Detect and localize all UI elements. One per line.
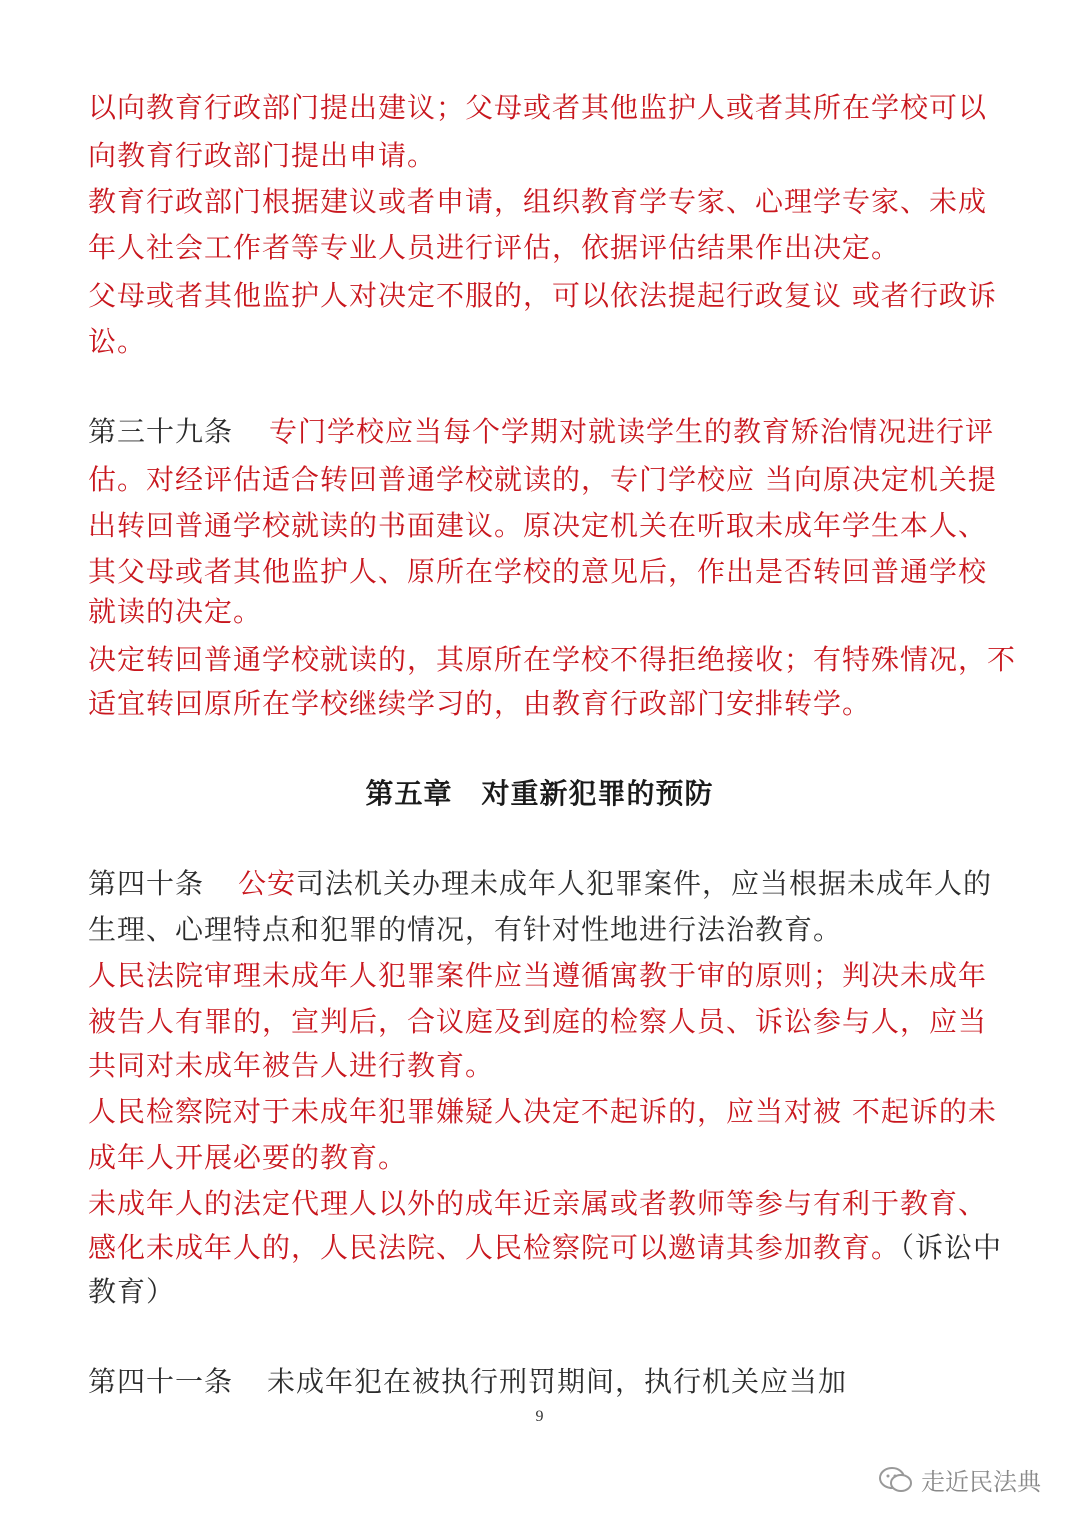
text-line: 未成年人的法定代理人以外的成年近亲属或者教师等参与有利于教育、: [88, 1187, 988, 1220]
text-line: 父母或者其他监护人对决定不服的，可以依法提起行政复议 或者行政诉: [88, 279, 997, 312]
text-segment: （诉讼中: [900, 1231, 1003, 1264]
text-line: 共同对未成年被告人进行教育。: [88, 1049, 495, 1082]
text-line: 出转回普通学校就读的书面建议。原决定机关在听取未成年学生本人、: [88, 509, 988, 542]
text-line: 决定转回普通学校就读的，其原所在学校不得拒绝接收；有特殊情况，不: [88, 643, 1017, 676]
text-line: 其父母或者其他监护人、原所在学校的意见后，作出是否转回普通学校: [88, 555, 988, 588]
text-line: 以向教育行政部门提出建议；父母或者其他监护人或者其所在学校可以: [88, 91, 988, 124]
text-line: 生理、心理特点和犯罪的情况，有针对性地进行法治教育。: [88, 913, 843, 946]
text-segment: 专门学校应当每个学期对就读学生的教育矫治情况进行评: [269, 415, 995, 448]
article-40-label: 第四十条: [88, 867, 205, 900]
watermark-text: 走近民法典: [921, 1468, 1041, 1496]
text-line: 教育）: [88, 1275, 176, 1308]
text-line: 年人社会工作者等专业人员进行评估，依据评估结果作出决定。: [88, 231, 901, 264]
text-line: 人民法院审理未成年人犯罪案件应当遵循寓教于审的原则；判决未成年: [88, 959, 988, 992]
text-line: 向教育行政部门提出申请。: [88, 139, 437, 172]
text-line: 就读的决定。: [88, 595, 263, 628]
watermark: [879, 1462, 1041, 1497]
text-segment: 司法机关办理未成年人犯罪案件，应当根据未成年人的: [296, 867, 993, 900]
article-40-first-line: [88, 864, 992, 904]
text-line: 被告人有罪的，宣判后，合议庭及到庭的检察人员、诉讼参与人，应当: [88, 1005, 988, 1038]
text-segment: 感化未成年人的，人民法院、人民检察院可以邀请其参加教育。: [88, 1231, 901, 1264]
article-41-line: [88, 1362, 847, 1402]
text-line: 教育行政部门根据建议或者申请，组织教育学专家、心理学专家、未成: [88, 185, 988, 218]
chapter-heading: 第五章 对重新犯罪的预防: [365, 777, 714, 810]
text-line: 适宜转回原所在学校继续学习的，由教育行政部门安排转学。: [88, 687, 872, 720]
text-line: 估。对经评估适合转回普通学校就读的，专门学校应 当向原决定机关提: [88, 463, 997, 496]
text-line: 成年人开展必要的教育。: [88, 1141, 408, 1174]
chat-bubble-icon: [879, 1466, 913, 1494]
text-line-mixed: [88, 1228, 1002, 1268]
text-segment: 未成年犯在被执行刑罚期间，执行机关应当加: [267, 1365, 848, 1398]
text-line: 人民检察院对于未成年犯罪嫌疑人决定不起诉的，应当对被 不起诉的未: [88, 1095, 997, 1128]
article-39-first-line: [88, 412, 994, 452]
page-number: 9: [535, 1408, 544, 1425]
article-41-label: 第四十一条: [88, 1365, 234, 1398]
text-line: 讼。: [88, 325, 147, 358]
article-39-label: 第三十九条: [88, 415, 234, 448]
text-segment: 公安: [238, 867, 297, 900]
